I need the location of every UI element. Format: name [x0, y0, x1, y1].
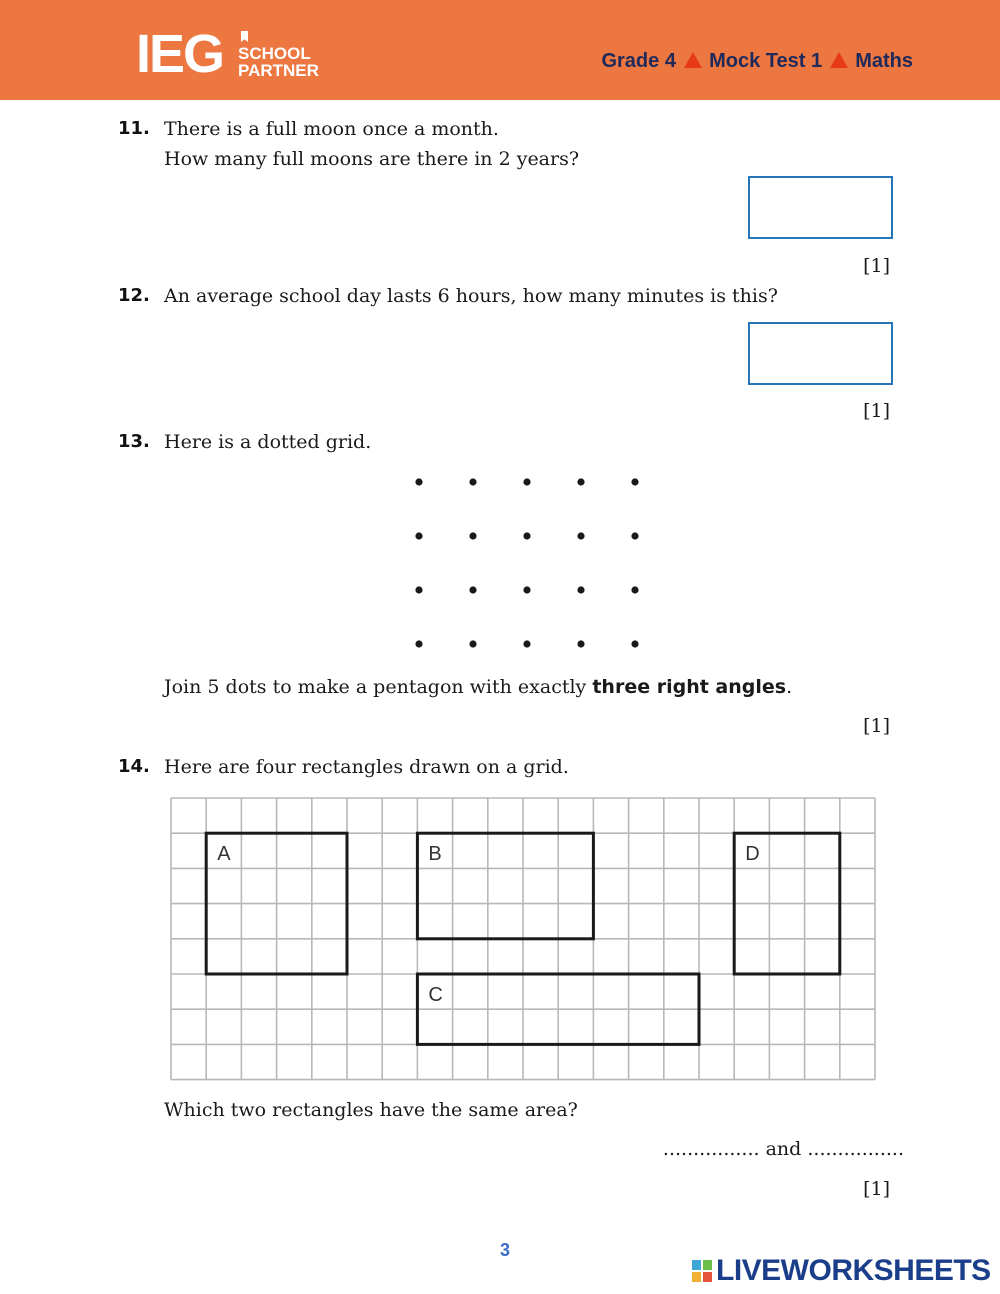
liveworksheets-logo[interactable]	[692, 1254, 991, 1288]
liveworksheets-icon	[692, 1260, 712, 1282]
triangle-separator-icon	[684, 52, 702, 68]
question-12-line1: An average school day lasts 6 hours, how many minutes is this?	[164, 285, 778, 307]
grid-dot-r1-c2	[469, 478, 476, 485]
question-11-answer-box[interactable]	[748, 176, 893, 239]
title-test: Mock Test 1	[709, 50, 823, 72]
rectangle-b	[417, 833, 593, 939]
rectangle-grid	[165, 792, 885, 1088]
rectangle-b-label: B	[428, 843, 442, 866]
instruction-text-start: Join 5 dots to make a pentagon with exactly	[164, 676, 593, 698]
rectangle-a-label: A	[217, 843, 231, 866]
header-bar	[0, 0, 1000, 100]
question-12-marks: [1]	[863, 400, 890, 422]
question-14-question: Which two rectangles have the same area?	[164, 1099, 578, 1121]
grid-dot-r3-c2	[469, 586, 476, 593]
question-13-instruction	[164, 675, 792, 699]
logo-flag-icon	[241, 31, 248, 42]
rectangle-d-label: D	[745, 843, 760, 866]
question-11-number: 11.	[118, 118, 150, 139]
instruction-text-end: .	[786, 676, 793, 698]
grid-dot-r2-c4	[577, 532, 584, 539]
question-14-answer-line[interactable]: ................ and ................	[662, 1138, 904, 1160]
question-11-line2: How many full moons are there in 2 years?	[164, 148, 580, 170]
grid-dot-r1-c4	[577, 478, 584, 485]
page-number: 3	[499, 1240, 510, 1260]
logo-ieg: IEG	[136, 24, 224, 84]
question-14-line1: Here are four rectangles drawn on a grid.	[164, 756, 569, 778]
header-title	[601, 48, 913, 74]
liveworksheets-text: LIVEWORKSHEETS	[716, 1254, 991, 1287]
question-11-line1: There is a full moon once a month.	[164, 118, 499, 140]
grid-dot-r3-c4	[577, 586, 584, 593]
grid-dot-r2-c3	[523, 532, 530, 539]
grid-dot-r2-c5	[631, 532, 638, 539]
logo-partner: PARTNER	[238, 61, 319, 80]
grid-dot-r1-c3	[523, 478, 530, 485]
grid-dot-r2-c2	[469, 532, 476, 539]
logo-school: SCHOOL	[238, 44, 311, 63]
grid-dot-r3-c5	[631, 586, 638, 593]
question-11-marks: [1]	[863, 255, 890, 277]
title-subject: Maths	[855, 50, 913, 72]
grid-dot-r4-c4	[577, 640, 584, 647]
question-13-number: 13.	[118, 431, 150, 452]
grid-dot-r4-c1	[415, 640, 422, 647]
grid-dot-r4-c5	[631, 640, 638, 647]
grid-dot-r1-c1	[415, 478, 422, 485]
question-14-number: 14.	[118, 756, 150, 777]
question-12-number: 12.	[118, 285, 150, 306]
instruction-bold: three right angles	[592, 676, 787, 698]
grid-dot-r3-c1	[415, 586, 422, 593]
grid-dot-r4-c2	[469, 640, 476, 647]
title-grade: Grade 4	[601, 50, 676, 72]
question-13-line1: Here is a dotted grid.	[164, 431, 372, 453]
grid-dot-r4-c3	[523, 640, 530, 647]
grid-dot-r2-c1	[415, 532, 422, 539]
question-13-marks: [1]	[863, 715, 890, 737]
rectangle-c-label: C	[428, 984, 443, 1006]
question-14-marks: [1]	[863, 1178, 890, 1200]
grid-dot-r3-c3	[523, 586, 530, 593]
question-12-answer-box[interactable]	[748, 322, 893, 385]
grid-dot-r1-c5	[631, 478, 638, 485]
triangle-separator-icon	[830, 52, 848, 68]
dot-grid[interactable]	[400, 463, 660, 663]
